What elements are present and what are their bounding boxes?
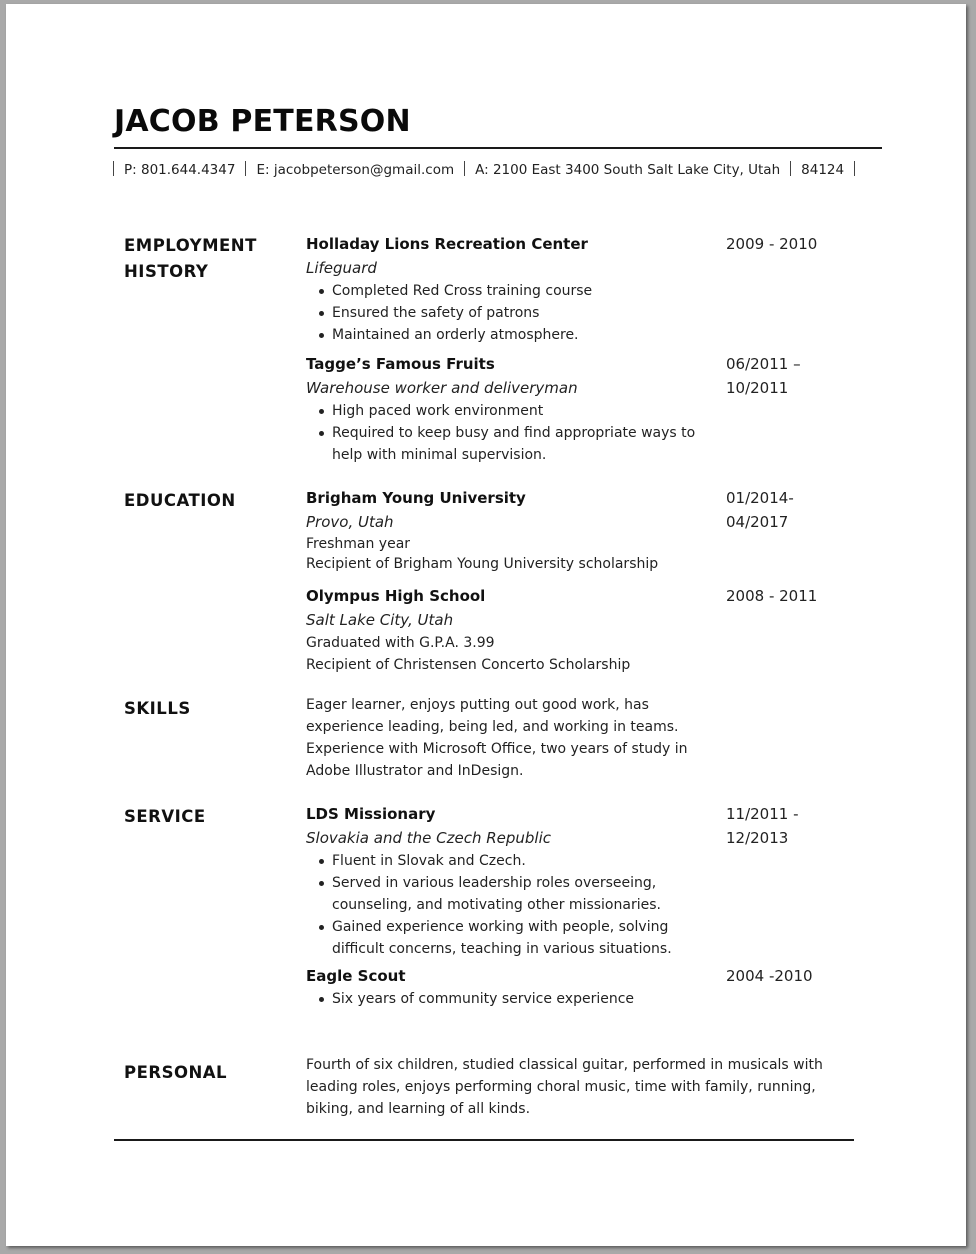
skills-line: Experience with Microsoft Office, two years of study in xyxy=(306,741,688,757)
bullet-item: Maintained an orderly atmosphere. xyxy=(332,324,716,346)
section-title-personal: PERSONAL xyxy=(124,1063,228,1082)
employment-date xyxy=(726,352,846,400)
education-line: Freshman year xyxy=(306,536,411,552)
skills-line: experience leading, being led, and working in teams. xyxy=(306,719,679,735)
contact-separator xyxy=(113,161,114,176)
section-title-service: SERVICE xyxy=(124,807,206,826)
education-entry xyxy=(306,486,716,574)
bullet-item: Completed Red Cross training course xyxy=(332,280,716,302)
contact-line xyxy=(113,161,885,178)
section-title-education: EDUCATION xyxy=(124,491,236,510)
date-line: 10/2011 xyxy=(726,379,789,397)
service-location: Slovakia and the Czech Republic xyxy=(306,829,552,847)
date-line: 04/2017 xyxy=(726,513,789,531)
personal-text xyxy=(306,1054,823,1120)
service-entry xyxy=(306,802,716,960)
contact-separator xyxy=(790,161,791,176)
date-line: 12/2013 xyxy=(726,829,789,847)
service-date: 2004 -2010 xyxy=(726,967,813,985)
service-entry xyxy=(306,964,716,1010)
section-title-line: EMPLOYMENT xyxy=(124,236,257,255)
personal-line: biking, and learning of all kinds. xyxy=(306,1101,531,1117)
employment-role: Warehouse worker and deliveryman xyxy=(306,379,578,397)
skills-line: Eager learner, enjoys putting out good work, has xyxy=(306,697,649,713)
employment-entry xyxy=(306,352,716,466)
bullet-item: High paced work environment xyxy=(332,400,702,422)
education-line: Recipient of Christensen Concerto Scholarship xyxy=(306,657,631,673)
contact-separator xyxy=(854,161,855,176)
employment-date: 2009 - 2010 xyxy=(726,235,818,253)
service-date xyxy=(726,802,846,850)
date-line: 11/2011 - xyxy=(726,805,799,823)
contact-email: E: jacobpeterson@gmail.com xyxy=(256,162,455,178)
employment-bullets xyxy=(306,280,716,346)
education-location: Provo, Utah xyxy=(306,513,394,531)
resume-name: JACOB PETERSON xyxy=(114,104,411,139)
bullet-item: Required to keep busy and find appropriate ways to help with minimal supervision. xyxy=(332,422,702,466)
education-school: Brigham Young University xyxy=(306,489,526,507)
education-location: Salt Lake City, Utah xyxy=(306,611,454,629)
contact-separator xyxy=(464,161,465,176)
bullet-item: Six years of community service experience xyxy=(332,988,716,1010)
date-line: 01/2014- xyxy=(726,489,794,507)
bullet-item: Fluent in Slovak and Czech. xyxy=(332,850,672,872)
personal-line: Fourth of six children, studied classical guitar, performed in musicals with xyxy=(306,1057,823,1073)
contact-separator xyxy=(245,161,246,176)
service-bullets xyxy=(306,988,716,1010)
employment-org: Tagge’s Famous Fruits xyxy=(306,355,495,373)
employment-role: Lifeguard xyxy=(306,259,377,277)
footer-divider xyxy=(114,1139,854,1141)
bullet-item: Served in various leadership roles overseeing, counseling, and motivating other missionaries. xyxy=(332,872,672,916)
contact-phone: P: 801.644.4347 xyxy=(124,162,236,178)
skills-line: Adobe Illustrator and InDesign. xyxy=(306,763,524,779)
service-org: Eagle Scout xyxy=(306,967,406,985)
section-title-employment xyxy=(124,233,257,285)
employment-entry xyxy=(306,232,716,346)
contact-address: A: 2100 East 3400 South Salt Lake City, Utah xyxy=(475,162,781,178)
personal-line: leading roles, enjoys performing choral music, time with family, running, xyxy=(306,1079,816,1095)
contact-zip: 84124 xyxy=(801,162,845,178)
skills-text xyxy=(306,694,688,782)
section-title-skills: SKILLS xyxy=(124,699,191,718)
date-line: 06/2011 – xyxy=(726,355,801,373)
section-title-line: HISTORY xyxy=(124,262,209,281)
education-date: 2008 - 2011 xyxy=(726,587,818,605)
bullet-item: Ensured the safety of patrons xyxy=(332,302,716,324)
bullet-item: Gained experience working with people, solving difficult concerns, teaching in various situations. xyxy=(332,916,672,960)
header-divider xyxy=(114,147,882,149)
education-line: Graduated with G.P.A. 3.99 xyxy=(306,635,495,651)
service-bullets xyxy=(306,850,672,960)
employment-org: Holladay Lions Recreation Center xyxy=(306,235,588,253)
education-school: Olympus High School xyxy=(306,587,486,605)
resume-page xyxy=(6,4,966,1246)
education-entry xyxy=(306,584,716,676)
education-date xyxy=(726,486,846,534)
service-org: LDS Missionary xyxy=(306,805,436,823)
education-line: Recipient of Brigham Young University scholarship xyxy=(306,556,659,572)
employment-bullets xyxy=(306,400,702,466)
